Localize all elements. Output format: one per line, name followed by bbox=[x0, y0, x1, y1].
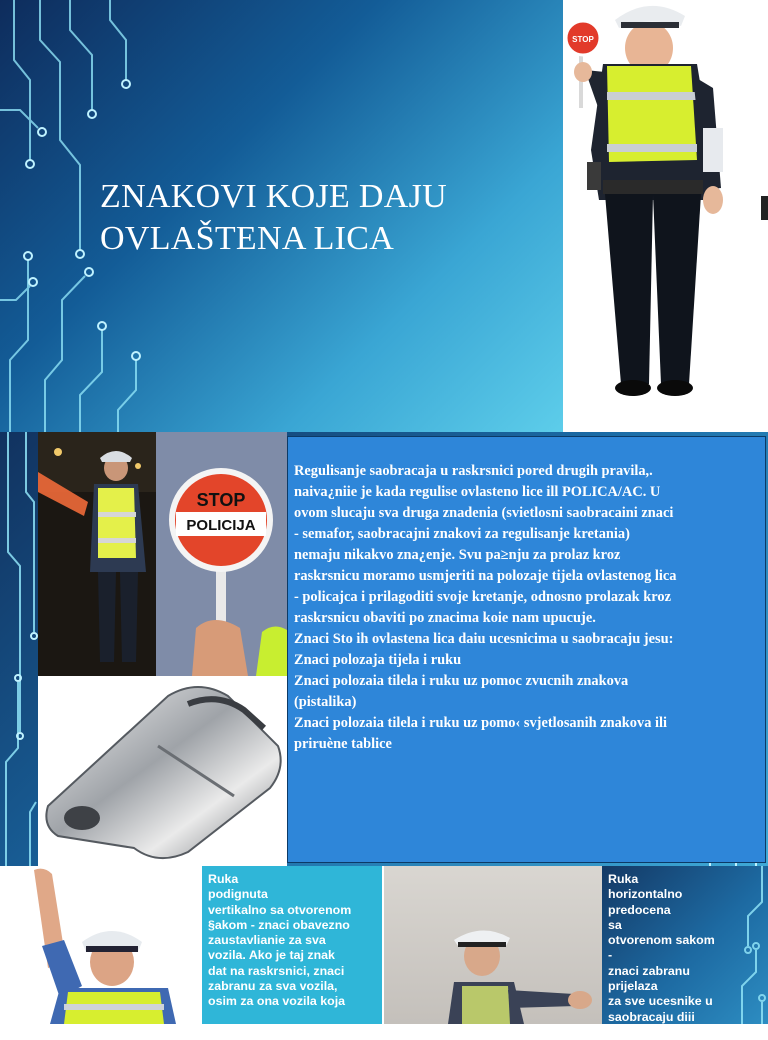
whistle-icon bbox=[38, 676, 287, 866]
title-slide bbox=[0, 0, 563, 432]
caption-line: za sve ucesnike u bbox=[608, 994, 713, 1009]
text-line: ovom slucaju sva druga znadenia (svietlosni saobracaini znaci bbox=[294, 505, 674, 521]
text-line: Znaci polozaia tilela i ruku uz pomoc zvucnih znakova bbox=[294, 673, 629, 689]
horizontal-arm-caption-box bbox=[602, 866, 768, 1039]
text-line: Znaci polozaia tilela i ruku uz pomo‹ svjetlosanih znakova ili bbox=[294, 715, 667, 731]
text-line: Regulisanje saobracaja u raskrsnici pored drugih pravila,. bbox=[294, 463, 653, 479]
text-line: Znaci Sto ih ovlastena lica daiu ucesnicima u saobracaju jesu: bbox=[294, 631, 674, 647]
officer-with-stop-paddle-image bbox=[563, 0, 768, 432]
title-line-1: ZNAKOVI KOJE DAJU bbox=[100, 178, 447, 215]
text-line: raskrsnicu obaviti po znacima koie nam upucuje. bbox=[294, 610, 596, 626]
whistle-photo bbox=[38, 676, 287, 866]
text-line: raskrsnicu moramo usmjeriti na polozaje tijela ovlastenog lica bbox=[294, 568, 677, 584]
officer-arm-horizontal-photo bbox=[384, 866, 602, 1024]
caption-line: Ruka bbox=[608, 872, 639, 886]
caption-line: predocena bbox=[608, 902, 671, 917]
text-line: - policajca i prilagoditi svoje kretanje, odnosno prolazak kroz bbox=[294, 589, 671, 605]
text-line: - semafor, saobracajni znakovi za regulisanje kretania) bbox=[294, 526, 630, 542]
caption-line: vozila. Ako je taj znak bbox=[208, 948, 335, 963]
stop-sign-photo bbox=[156, 432, 287, 676]
traffic-police-officer-photo bbox=[563, 0, 768, 432]
officer-night-photo bbox=[38, 432, 156, 676]
circuit-decoration-left bbox=[0, 432, 38, 866]
caption-line: vertikalno sa otvorenom bbox=[208, 902, 352, 917]
officer-vertical-arm-image bbox=[0, 866, 200, 1024]
caption-line: dat na raskrsnici, znaci bbox=[208, 963, 345, 978]
explanation-text-box bbox=[287, 436, 766, 863]
stop-sign-text-top: STOP bbox=[196, 490, 246, 510]
caption-line: podignuta bbox=[208, 887, 268, 902]
caption-line: otvorenom sakom bbox=[608, 933, 715, 948]
horizontal-arm-caption bbox=[608, 872, 728, 1040]
raised-arm-caption-box bbox=[202, 866, 382, 1024]
explanation-paragraph bbox=[294, 461, 762, 755]
stop-sign-text-bottom: POLICIJA bbox=[186, 517, 256, 534]
title-line-2: OVLAŠTENA LICA bbox=[100, 220, 395, 257]
slide-title bbox=[100, 176, 540, 260]
caption-line: osim za ona vozila koja bbox=[208, 994, 346, 1009]
caption-line: horizontalno bbox=[608, 887, 683, 902]
paddle-text: STOP bbox=[572, 35, 594, 44]
caption-line: sa bbox=[608, 917, 622, 932]
police-stop-sign-image bbox=[156, 432, 287, 676]
text-line: Znaci polozaja tijela i ruku bbox=[294, 652, 462, 668]
caption-line: §akom - znaci obavezno bbox=[208, 917, 350, 932]
caption-line: znaci zabranu prijelaza bbox=[608, 963, 690, 994]
caption-line: - bbox=[608, 948, 613, 963]
raised-arm-caption bbox=[208, 872, 380, 1010]
caption-line: zaustavlianie za sva bbox=[208, 933, 326, 948]
text-line: naiva¿niie je kada regulise ovlasteno lice ill POLICA/AC. U bbox=[294, 484, 661, 500]
text-line: priruène tablice bbox=[294, 736, 392, 752]
officer-horizontal-arm-image bbox=[384, 866, 602, 1024]
caption-line: Ruka bbox=[208, 872, 239, 886]
text-line: nemaju nikakvo zna¿enje. Svu pa≥nju za prolaz kroz bbox=[294, 547, 621, 563]
caption-line: saobracaju diii smier bbox=[608, 1009, 695, 1039]
text-line: (pistalika) bbox=[294, 694, 357, 710]
officer-arm-raised-photo bbox=[0, 866, 200, 1024]
officer-with-light-baton-image bbox=[38, 432, 156, 676]
caption-line: zabranu za sva vozila, bbox=[208, 979, 338, 994]
